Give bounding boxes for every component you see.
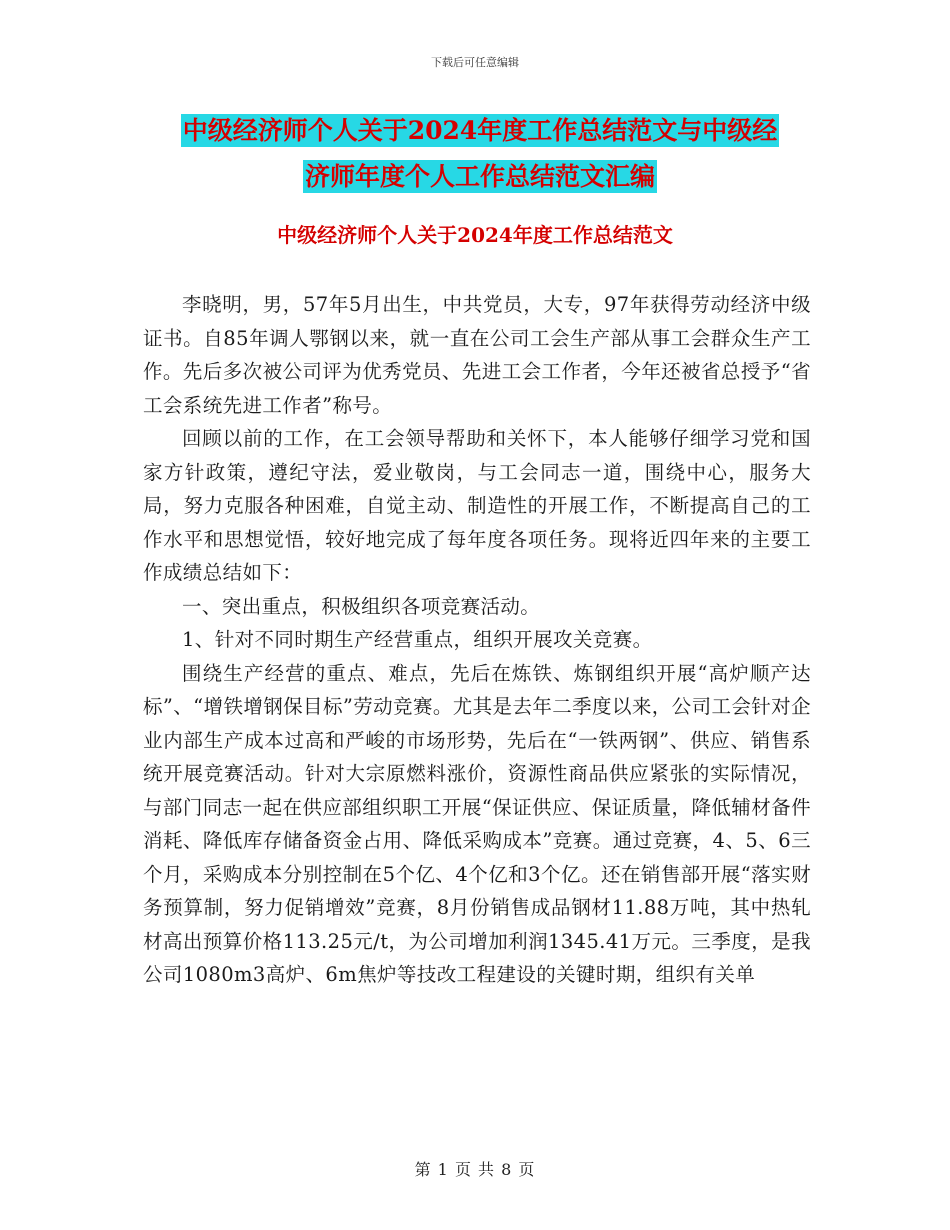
paragraph: 1、针对不同时期生产经营重点，组织开展攻关竞赛。 (182, 628, 653, 651)
paragraph: 回顾以前的工作，在工会领导帮助和关怀下，本人能够仔细学习党和国家方针政策，遵纪守法，爱业敬岗，与工会同志一道，围绕中心，服务大局，努力克服各种困难，自觉主动、制造性的开展工作，不断提高自己的工作水平和思想觉悟，较好地完成了每年度各项任务。现将近四年来的主要工作成绩总结如下： (143, 427, 811, 584)
document-title-line-1: 中级经济师个人关于2024年度工作总结范文与中级经 (182, 116, 778, 145)
document-body (143, 288, 811, 992)
document-title-line-2: 济师年度个人工作总结范文汇编 (304, 162, 655, 191)
paragraph: 一、突出重点，积极组织各项竞赛活动。 (182, 594, 541, 618)
header-note: 下载后可任意编辑 (431, 56, 519, 69)
page-footer: 第 1 页 共 8 页 (414, 1160, 536, 1179)
document-title (100, 108, 860, 200)
paragraph: 围绕生产经营的重点、难点，先后在炼铁、炼钢组织开展“高炉顺产达标”、“增铁增钢保目标”劳动竞赛。尤其是去年二季度以来，公司工会针对企业内部生产成本过高和严峻的市场形势，先后在“一铁两钢”、供应、销售系统开展竞赛活动。针对大宗原燃料涨价，资源性商品供应紧张的实际情况，与部门同志一起在供应部组织职工开展“保证供应、保证质量，降低辅材备件消耗、降低库存储备资金占用、降低采购成本”竞赛。通过竞赛，4、5、6三个月，采购成本分别控制在5个亿、4个亿和3个亿。还在销售部开展“落实财务预算制，努力促销增效”竞赛，8月份销售成品钢材11.88万吨，其中热轧材高出预算价格113.25元/t，为公司增加利润1345.41万元。三季度，是我公司1080m3高炉、6m焦炉等技改工程建设的关键时期，组织有关单 (143, 661, 811, 986)
paragraph: 李晓明，男，57年5月出生，中共党员，大专，97年获得劳动经济中级证书。自85年调人鄂钢以来，就一直在公司工会生产部从事工会群众生产工作。先后多次被公司评为优秀党员、先进工会工作者，今年还被省总授予“省工会系统先进工作者”称号。 (143, 293, 811, 417)
section-title: 中级经济师个人关于2024年度工作总结范文 (277, 223, 673, 247)
